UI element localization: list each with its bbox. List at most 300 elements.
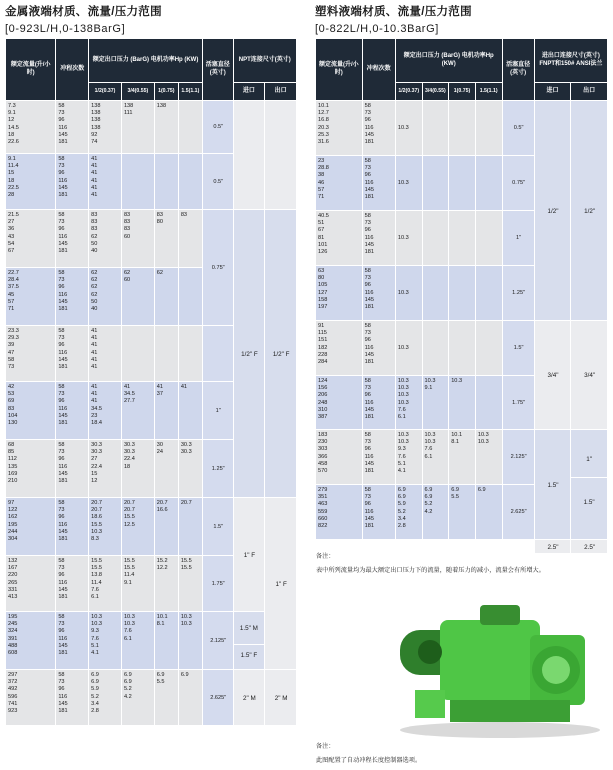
cell-value: 151 (318, 337, 328, 344)
cell-p1 (89, 670, 122, 726)
cell-inlet: 3/4" (534, 321, 571, 430)
cell-value: 73 (364, 494, 371, 501)
cell-p4 (178, 268, 202, 326)
cell-value: 96 (364, 501, 371, 508)
cell-value: 351 (318, 494, 328, 501)
cell-p4 (475, 485, 502, 540)
cell-value: 67 (318, 227, 325, 234)
cell-value: 145 (364, 296, 374, 303)
cell-value: 96 (58, 226, 65, 233)
cell-value: 25.3 (318, 131, 329, 138)
plastic-section-range: [0-822L/H,0-10.3BarG] (315, 23, 439, 35)
cell-inlet: 2.5" (534, 540, 571, 554)
cell-value: 138 (123, 103, 134, 109)
note-label: 备注： (316, 553, 335, 560)
header-piston-diameter: 活塞直径(英寸) (502, 39, 534, 101)
cell-flow (6, 210, 56, 268)
cell-value: 13.8 (91, 572, 103, 579)
cell-value: 96 (364, 172, 371, 179)
cell-p1 (395, 485, 422, 540)
cell-p1 (395, 376, 422, 430)
cell-value: 156 (318, 385, 328, 392)
header-hp-075: 3/4(0.55) (121, 83, 154, 101)
cell-p3 (154, 612, 178, 670)
cell-value: 297 (8, 672, 18, 678)
cell-value: 116 (58, 349, 68, 356)
cell-value: 92 (91, 131, 98, 138)
cell-value: 18 (123, 463, 131, 470)
cell-value: 4.1 (397, 468, 406, 475)
cell-value: 20.7 (91, 507, 103, 514)
cell-value: 38 (318, 172, 325, 179)
cell-value: 195 (8, 614, 18, 620)
cell-p1 (89, 498, 122, 556)
cell-value: 85 (8, 449, 15, 456)
cell-value: 73 (58, 621, 65, 628)
cell-p4 (178, 154, 202, 210)
cell-p4 (475, 376, 502, 430)
cell-value: 366 (318, 453, 328, 460)
cell-value: 138 (91, 110, 101, 117)
cell-p1 (89, 154, 122, 210)
cell-p3 (449, 376, 476, 430)
cell-value: 41 (123, 384, 131, 390)
cell-empty (449, 266, 476, 321)
cell-value: 83 (91, 219, 98, 226)
cell-strokes (362, 376, 395, 430)
cell-p2 (121, 268, 154, 326)
cell-value: 40.5 (318, 213, 329, 219)
cell-value: 116 (364, 124, 374, 131)
cell-value: 73 (8, 364, 15, 371)
cell-value: 30.3 (180, 442, 192, 448)
cell-value: 58 (58, 384, 65, 390)
cell-value: 181 (364, 139, 374, 146)
cell-p2 (422, 485, 449, 540)
cell-p4 (178, 210, 202, 268)
cell-empty (449, 156, 476, 211)
cell-empty (422, 211, 449, 266)
cell-strokes (362, 266, 395, 321)
cell-flow (6, 612, 56, 670)
cell-value: 116 (364, 289, 374, 296)
cell-value: 12.2 (156, 565, 168, 572)
cell-value: 12.7 (318, 110, 329, 117)
cell-empty (422, 540, 449, 554)
header-pressure: 额定出口压力 (BarG) 电机功率Hp (KW) (395, 39, 502, 83)
cell-value: 5.5 (156, 679, 165, 686)
cell-value: 12.5 (123, 521, 135, 528)
cell-value: 21.5 (8, 212, 19, 218)
cell-value: 10.3 (397, 385, 409, 392)
table-row (316, 540, 608, 554)
cell-value: 58 (58, 103, 65, 109)
cell-strokes (56, 440, 89, 498)
cell-empty (422, 156, 449, 211)
cell-value: 5.9 (91, 686, 99, 693)
cell-value: 6.1 (91, 594, 99, 601)
cell-value: 9.1 (8, 156, 16, 162)
cell-p1 (89, 556, 122, 612)
cell-value: 96 (58, 456, 65, 463)
cell-value: 413 (8, 594, 18, 601)
cell-empty (475, 266, 502, 321)
cell-p2 (121, 498, 154, 556)
cell-inlet: 1.5" (534, 430, 571, 540)
cell-value: 74 (91, 139, 98, 146)
cell-value: 30.3 (123, 449, 135, 456)
cell-value: 41 (91, 349, 98, 356)
cell-p3 (154, 268, 178, 326)
header-inlet: 进口 (233, 83, 265, 101)
cell-value: 10.3 (477, 439, 489, 446)
cell-value: 181 (364, 304, 374, 311)
cell-value: 31.6 (318, 139, 329, 146)
cell-value: 372 (8, 679, 18, 686)
cell-inlet (233, 101, 265, 210)
header-inlet: 进口 (534, 83, 571, 101)
cell-value: 58 (8, 356, 15, 363)
cell-value: 73 (58, 110, 65, 117)
cell-value: 608 (8, 650, 18, 657)
cell-inlet: 1" F (233, 498, 265, 612)
cell-value: 15.5 (180, 558, 192, 564)
cell-diameter (202, 326, 233, 382)
cell-value: 7.6 (424, 446, 433, 453)
cell-value: 279 (318, 487, 328, 493)
cell-value: 96 (58, 572, 65, 579)
cell-empty (502, 540, 534, 554)
note-text: 表中所列流量均为最大额定出口压力下的流量，随着压力的减小，流量会有所增大。 (316, 567, 545, 574)
cell-value: 6.9 (91, 672, 99, 678)
cell-p4 (178, 101, 202, 154)
cell-value: 15.5 (91, 565, 103, 572)
cell-value: 83 (123, 212, 131, 218)
cell-p1 (89, 440, 122, 498)
cell-empty (475, 211, 502, 266)
cell-value: 62 (91, 284, 98, 291)
cell-p4 (178, 326, 202, 382)
cell-flow (6, 498, 56, 556)
cell-value: 181 (364, 359, 374, 366)
metal-section-range: [0-923L/H,0-138BarG] (5, 23, 126, 35)
cell-empty (395, 540, 422, 554)
cell-value: 488 (8, 642, 18, 649)
cell-p1 (89, 382, 122, 440)
cell-value: 10.3 (180, 614, 192, 620)
cell-value: 16.6 (156, 507, 168, 514)
cell-value: 8.1 (451, 439, 459, 446)
cell-value: 73 (364, 385, 371, 392)
cell-p3 (154, 670, 178, 726)
cell-value: 40 (91, 306, 98, 313)
cell-p2 (422, 376, 449, 430)
cell-value: 30.3 (123, 442, 135, 448)
cell-value: 6.9 (424, 494, 433, 501)
cell-value: 41 (156, 384, 163, 390)
cell-value: 284 (318, 359, 328, 366)
cell-p2 (121, 154, 154, 210)
cell-value: 58 (364, 213, 371, 219)
cell-value: 181 (58, 364, 68, 371)
cell-p1 (395, 430, 422, 485)
metal-section-title: 金属液端材质、流量/压力范围 (5, 6, 162, 18)
cell-diameter: 0.75" (502, 156, 534, 211)
cell-value: 50 (91, 298, 98, 305)
cell-value: 138 (91, 117, 101, 124)
cell-value: 324 (8, 628, 18, 635)
cell-value: 58 (364, 268, 371, 274)
cell-flow (316, 266, 363, 321)
cell-inlet: 1/2" (534, 101, 571, 321)
cell-value: 62 (91, 291, 98, 298)
cell-value: 116 (364, 399, 374, 406)
cell-p3 (449, 485, 476, 540)
cell-value: 304 (8, 536, 18, 543)
cell-value: 7.6 (123, 628, 132, 635)
table-row (6, 101, 297, 154)
cell-p3 (154, 101, 178, 154)
cell-p3 (154, 154, 178, 210)
cell-value: 822 (318, 523, 328, 530)
cell-value: 10.3 (451, 378, 463, 384)
cell-value: 58 (364, 323, 371, 329)
cell-value: 58 (364, 432, 371, 438)
cell-value: 41 (91, 170, 98, 177)
cell-value: 11.4 (8, 163, 19, 170)
cell-value: 96 (58, 342, 65, 349)
cell-empty (449, 101, 476, 156)
cell-value: 6.9 (156, 672, 165, 678)
cell-value: 3.4 (397, 515, 406, 522)
cell-value: 41 (91, 384, 98, 390)
cell-value: 181 (364, 194, 374, 201)
cell-value: 10.3 (397, 399, 409, 406)
cell-value: 181 (58, 420, 68, 427)
cell-flow (6, 326, 56, 382)
cell-value: 81 (318, 234, 325, 241)
cell-value: 116 (364, 344, 374, 351)
cell-value: 27.7 (123, 398, 135, 405)
cell-value: 96 (58, 514, 65, 521)
cell-p2 (121, 440, 154, 498)
cell-value: 41 (91, 398, 98, 405)
table-row (6, 670, 297, 726)
cell-value: 331 (8, 586, 18, 593)
cell-strokes (362, 211, 395, 266)
cell-value: 5.2 (397, 508, 406, 515)
cell-value: 10.1 (451, 432, 463, 438)
cell-value: 162 (8, 514, 18, 521)
cell-value: 4.1 (91, 650, 99, 657)
cell-inlet (233, 612, 265, 670)
cell-value: 73 (58, 507, 65, 514)
cell-strokes (362, 485, 395, 540)
cell-value: 73 (58, 449, 65, 456)
cell-value: 206 (318, 392, 328, 399)
cell-value: 197 (318, 304, 328, 311)
cell-value: 5.9 (397, 501, 406, 508)
cell-value: 145 (364, 406, 374, 413)
cell-value: 116 (58, 177, 68, 184)
cell-value: 22.7 (8, 270, 19, 276)
cell-value: 60 (123, 233, 131, 240)
cell-value: 116 (364, 508, 374, 515)
cell-value: 96 (58, 628, 65, 635)
cell-flow (316, 376, 363, 430)
cell-value: 15.5 (123, 558, 135, 564)
metal-spec-table (5, 38, 297, 726)
cell-value: 20.7 (123, 500, 135, 506)
cell-value: 6.9 (123, 679, 132, 686)
cell-value: 97 (8, 500, 15, 506)
cell-value: 181 (364, 249, 374, 256)
cell-value: 15.2 (156, 558, 168, 564)
cell-value: 39 (8, 342, 15, 349)
cell-value: 116 (364, 234, 374, 241)
cell-value: 96 (364, 446, 371, 453)
outlet-15in: 1.5" (583, 498, 595, 506)
cell-value: 195 (8, 521, 18, 528)
cell-value: 230 (318, 439, 328, 446)
cell-p3 (154, 382, 178, 440)
cell-value: 41 (91, 177, 98, 184)
cell-value: 3.4 (91, 700, 99, 707)
cell-value: 391 (8, 635, 18, 642)
cell-value: 71 (318, 194, 325, 201)
cell-value: 181 (58, 708, 68, 715)
cell-value: 62 (91, 233, 98, 240)
cell-value: 96 (364, 337, 371, 344)
cell-p1 (89, 210, 122, 268)
cell-value: 7.3 (8, 103, 16, 109)
header-hp-1: 1(0.75) (154, 83, 178, 101)
cell-value: 46 (318, 179, 325, 186)
cell-value: 22.4 (91, 463, 103, 470)
cell-value: 96 (58, 686, 65, 693)
cell-value: 37.5 (8, 284, 19, 291)
cell-diameter: 2.125" (502, 430, 534, 485)
cell-p2 (121, 210, 154, 268)
cell-value: 23 (91, 412, 98, 419)
cell-value: 34.5 (91, 405, 103, 412)
cell-value: 310 (318, 406, 328, 413)
cell-flow (316, 430, 363, 485)
cell-p4 (178, 440, 202, 498)
cell-outlet: 2.5" (571, 540, 608, 554)
cell-value: 83 (123, 219, 131, 226)
cell-value: 96 (364, 227, 371, 234)
cell-p4 (178, 556, 202, 612)
cell-value: 5.1 (397, 460, 406, 467)
cell-value: 11.4 (123, 572, 135, 579)
cell-value: 116 (58, 291, 68, 298)
cell-strokes (56, 268, 89, 326)
cell-value: 7.6 (91, 586, 99, 593)
cell-value: 116 (58, 693, 68, 700)
cell-value: 210 (8, 478, 18, 485)
cell-value: 124 (318, 378, 328, 384)
cell-value: 16.8 (318, 117, 329, 124)
cell-flow (316, 101, 363, 156)
cell-outlet: 1/2" F (265, 210, 297, 498)
cell-flow (6, 440, 56, 498)
cell-flow (6, 556, 56, 612)
cell-value: 41 (91, 192, 98, 199)
cell-value: 62 (91, 277, 98, 284)
cell-value: 58 (364, 378, 371, 384)
cell-value: 30.3 (180, 449, 192, 456)
cell-value: 28 (8, 192, 15, 199)
table-row (6, 612, 297, 670)
cell-value: 45 (8, 291, 15, 298)
cell-value: 96 (364, 117, 371, 124)
bottom-note-label: 备注： (316, 743, 335, 750)
cell-value: 127 (318, 289, 328, 296)
cell-value: 58 (58, 672, 65, 678)
metering-pump-image (380, 590, 608, 740)
cell-value: 58 (58, 614, 65, 620)
cell-value: 22.4 (123, 456, 135, 463)
cell-value: 73 (58, 277, 65, 284)
cell-value: 6.9 (477, 487, 486, 493)
cell-value: 596 (8, 693, 18, 700)
metal-table-body (6, 101, 297, 726)
cell-value: 20.7 (91, 500, 103, 506)
cell-value: 15.5 (123, 514, 135, 521)
header-pressure: 额定出口压力 (BarG) 电机功率Hp (KW) (89, 39, 203, 83)
cell-flow (316, 156, 363, 211)
cell-value: 73 (58, 391, 65, 398)
cell-value: 96 (58, 170, 65, 177)
cell-value: 41 (180, 384, 188, 390)
cell-value: 22.6 (8, 139, 19, 146)
cell-value: 58 (58, 558, 65, 564)
cell-diameter: 1.25" (202, 440, 233, 498)
cell-value: 265 (8, 579, 18, 586)
cell-value: 741 (8, 700, 18, 707)
cell-value: 96 (364, 392, 371, 399)
cell-value: 47 (8, 349, 15, 356)
cell-value: 41 (91, 156, 98, 162)
cell-p3 (154, 498, 178, 556)
cell-value: 58 (58, 270, 65, 276)
cell-diameter: 0.5" (202, 154, 233, 210)
cell-value: 20.7 (156, 500, 168, 506)
cell-value: 181 (58, 192, 68, 199)
cell-value: 138 (91, 124, 101, 131)
cell-value: 15 (8, 170, 15, 177)
cell-value: 73 (364, 110, 371, 117)
cell-empty (475, 156, 502, 211)
cell-value: 6.1 (397, 414, 406, 421)
cell-value: 58 (58, 156, 65, 162)
cell-value: 10.3 (397, 392, 409, 399)
cell-value: 58 (58, 212, 65, 218)
cell-p3 (449, 430, 476, 485)
cell-value: 91 (318, 323, 325, 329)
cell-value: 6.9 (451, 487, 459, 493)
cell-value: 492 (8, 686, 18, 693)
cell-value: 181 (58, 594, 68, 601)
cell-value: 559 (318, 508, 328, 515)
inlet-15m: 1.5" M (234, 615, 265, 645)
cell-diameter: 0.5" (202, 101, 233, 154)
bottom-note-text: 此图配置了自动冲程长度控制器选项。 (316, 757, 422, 764)
cell-value: 116 (58, 521, 68, 528)
cell-value: 83 (91, 212, 98, 218)
cell-value: 68 (8, 442, 15, 448)
